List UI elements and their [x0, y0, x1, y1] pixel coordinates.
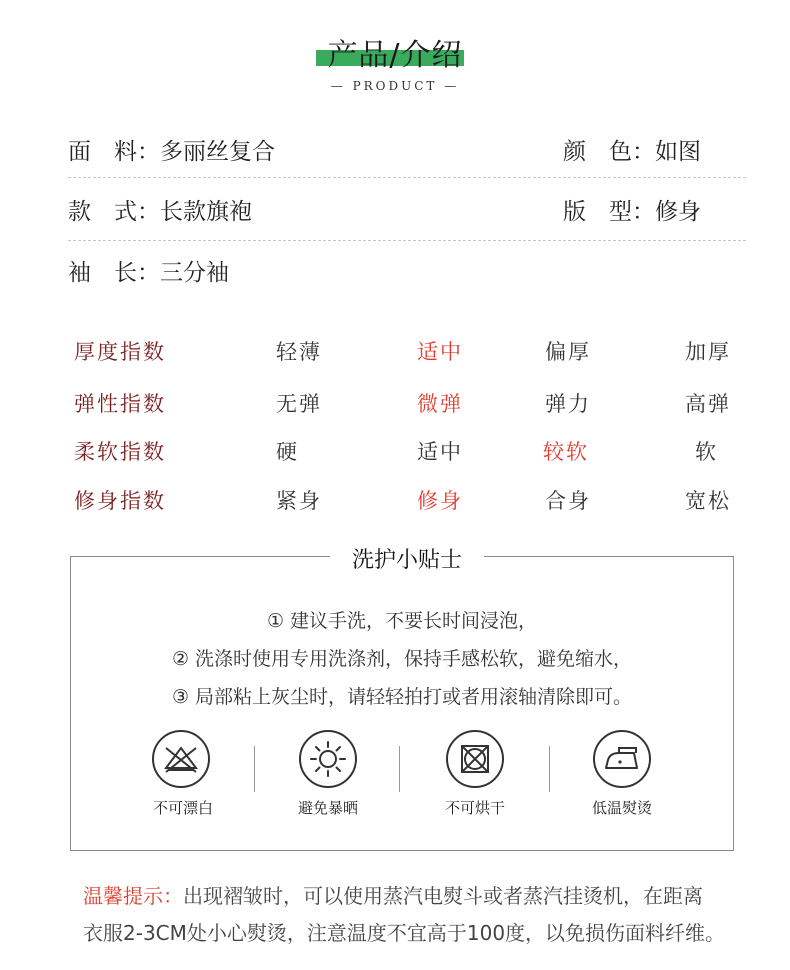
warm-tip-text: 出现褶皱时，可以使用蒸汽电熨斗或者蒸汽挂烫机，在距离 — [183, 884, 703, 908]
care-line: ③ 局部粘上灰尘时，请轻轻拍打或者用滚轴清除即可。 — [171, 686, 633, 708]
no-tumble-dry-icon — [446, 730, 504, 788]
index-label: 修身指数 — [74, 489, 166, 513]
spec-sleeve — [68, 254, 229, 287]
index-option: 宽松 — [685, 489, 731, 513]
index-option: 修身 — [417, 489, 463, 513]
index-row-thickness — [0, 336, 790, 366]
spec-color — [563, 133, 701, 166]
no-bleach-icon — [152, 730, 210, 788]
index-option: 偏厚 — [545, 340, 591, 364]
index-option: 微弹 — [417, 392, 463, 416]
index-label: 柔软指数 — [74, 440, 166, 464]
icon-label: 不可烘干 — [444, 799, 505, 817]
index-row-fit — [0, 485, 790, 515]
divider — [399, 746, 400, 792]
page-subtitle: — PRODUCT — — [330, 79, 460, 93]
divider — [549, 746, 550, 792]
spec-fit-label: 版 型： — [563, 199, 655, 225]
index-option: 加厚 — [685, 340, 731, 364]
icon-label: 低温熨烫 — [591, 799, 652, 817]
divider — [68, 240, 746, 241]
icon-label: 避免暴晒 — [297, 799, 358, 817]
warm-tip-line-1 — [83, 880, 703, 909]
spec-fabric-value: 多丽丝复合 — [160, 139, 275, 165]
spec-color-label: 颜 色： — [563, 139, 655, 165]
divider — [254, 746, 255, 792]
warm-tip-label: 温馨提示： — [83, 884, 183, 908]
care-title: 洗护小贴士 — [351, 548, 462, 573]
spec-sleeve-label: 袖 长： — [68, 260, 160, 286]
warm-tip-line-2: 衣服2-3CM处小心熨烫，注意温度不宜高于100度，以免损伤面料纤维。 — [83, 921, 726, 945]
spec-style — [68, 193, 252, 226]
spec-color-value: 如图 — [655, 139, 701, 165]
index-option: 较软 — [543, 440, 589, 464]
index-option: 适中 — [417, 340, 463, 364]
index-option: 紧身 — [276, 489, 322, 513]
index-option: 弹力 — [545, 392, 591, 416]
care-line: ② 洗涤时使用专用洗涤剂，保持手感松软，避免缩水， — [171, 648, 633, 670]
divider — [68, 177, 746, 178]
page-title: 产品/介绍 — [327, 38, 463, 73]
spec-fit — [563, 193, 701, 226]
low-heat-iron-icon — [593, 730, 651, 788]
icon-label: 不可漂白 — [152, 799, 213, 817]
index-option: 合身 — [545, 489, 591, 513]
index-row-softness — [0, 436, 790, 466]
spec-style-label: 款 式： — [68, 199, 160, 225]
index-option: 无弹 — [276, 392, 322, 416]
index-label: 弹性指数 — [74, 392, 166, 416]
index-option: 软 — [695, 440, 718, 464]
spec-fabric-label: 面 料： — [68, 139, 160, 165]
index-label: 厚度指数 — [74, 340, 166, 364]
index-option: 硬 — [276, 440, 299, 464]
spec-fabric — [68, 133, 275, 166]
spec-style-value: 长款旗袍 — [160, 199, 252, 225]
index-row-elasticity — [0, 388, 790, 418]
care-line: ① 建议手洗，不要长时间浸泡， — [266, 610, 538, 632]
index-option: 适中 — [417, 440, 463, 464]
no-sun-exposure-icon — [299, 730, 357, 788]
spec-fit-value: 修身 — [655, 199, 701, 225]
index-option: 轻薄 — [276, 340, 322, 364]
spec-sleeve-value: 三分袖 — [160, 260, 229, 286]
index-option: 高弹 — [685, 392, 731, 416]
